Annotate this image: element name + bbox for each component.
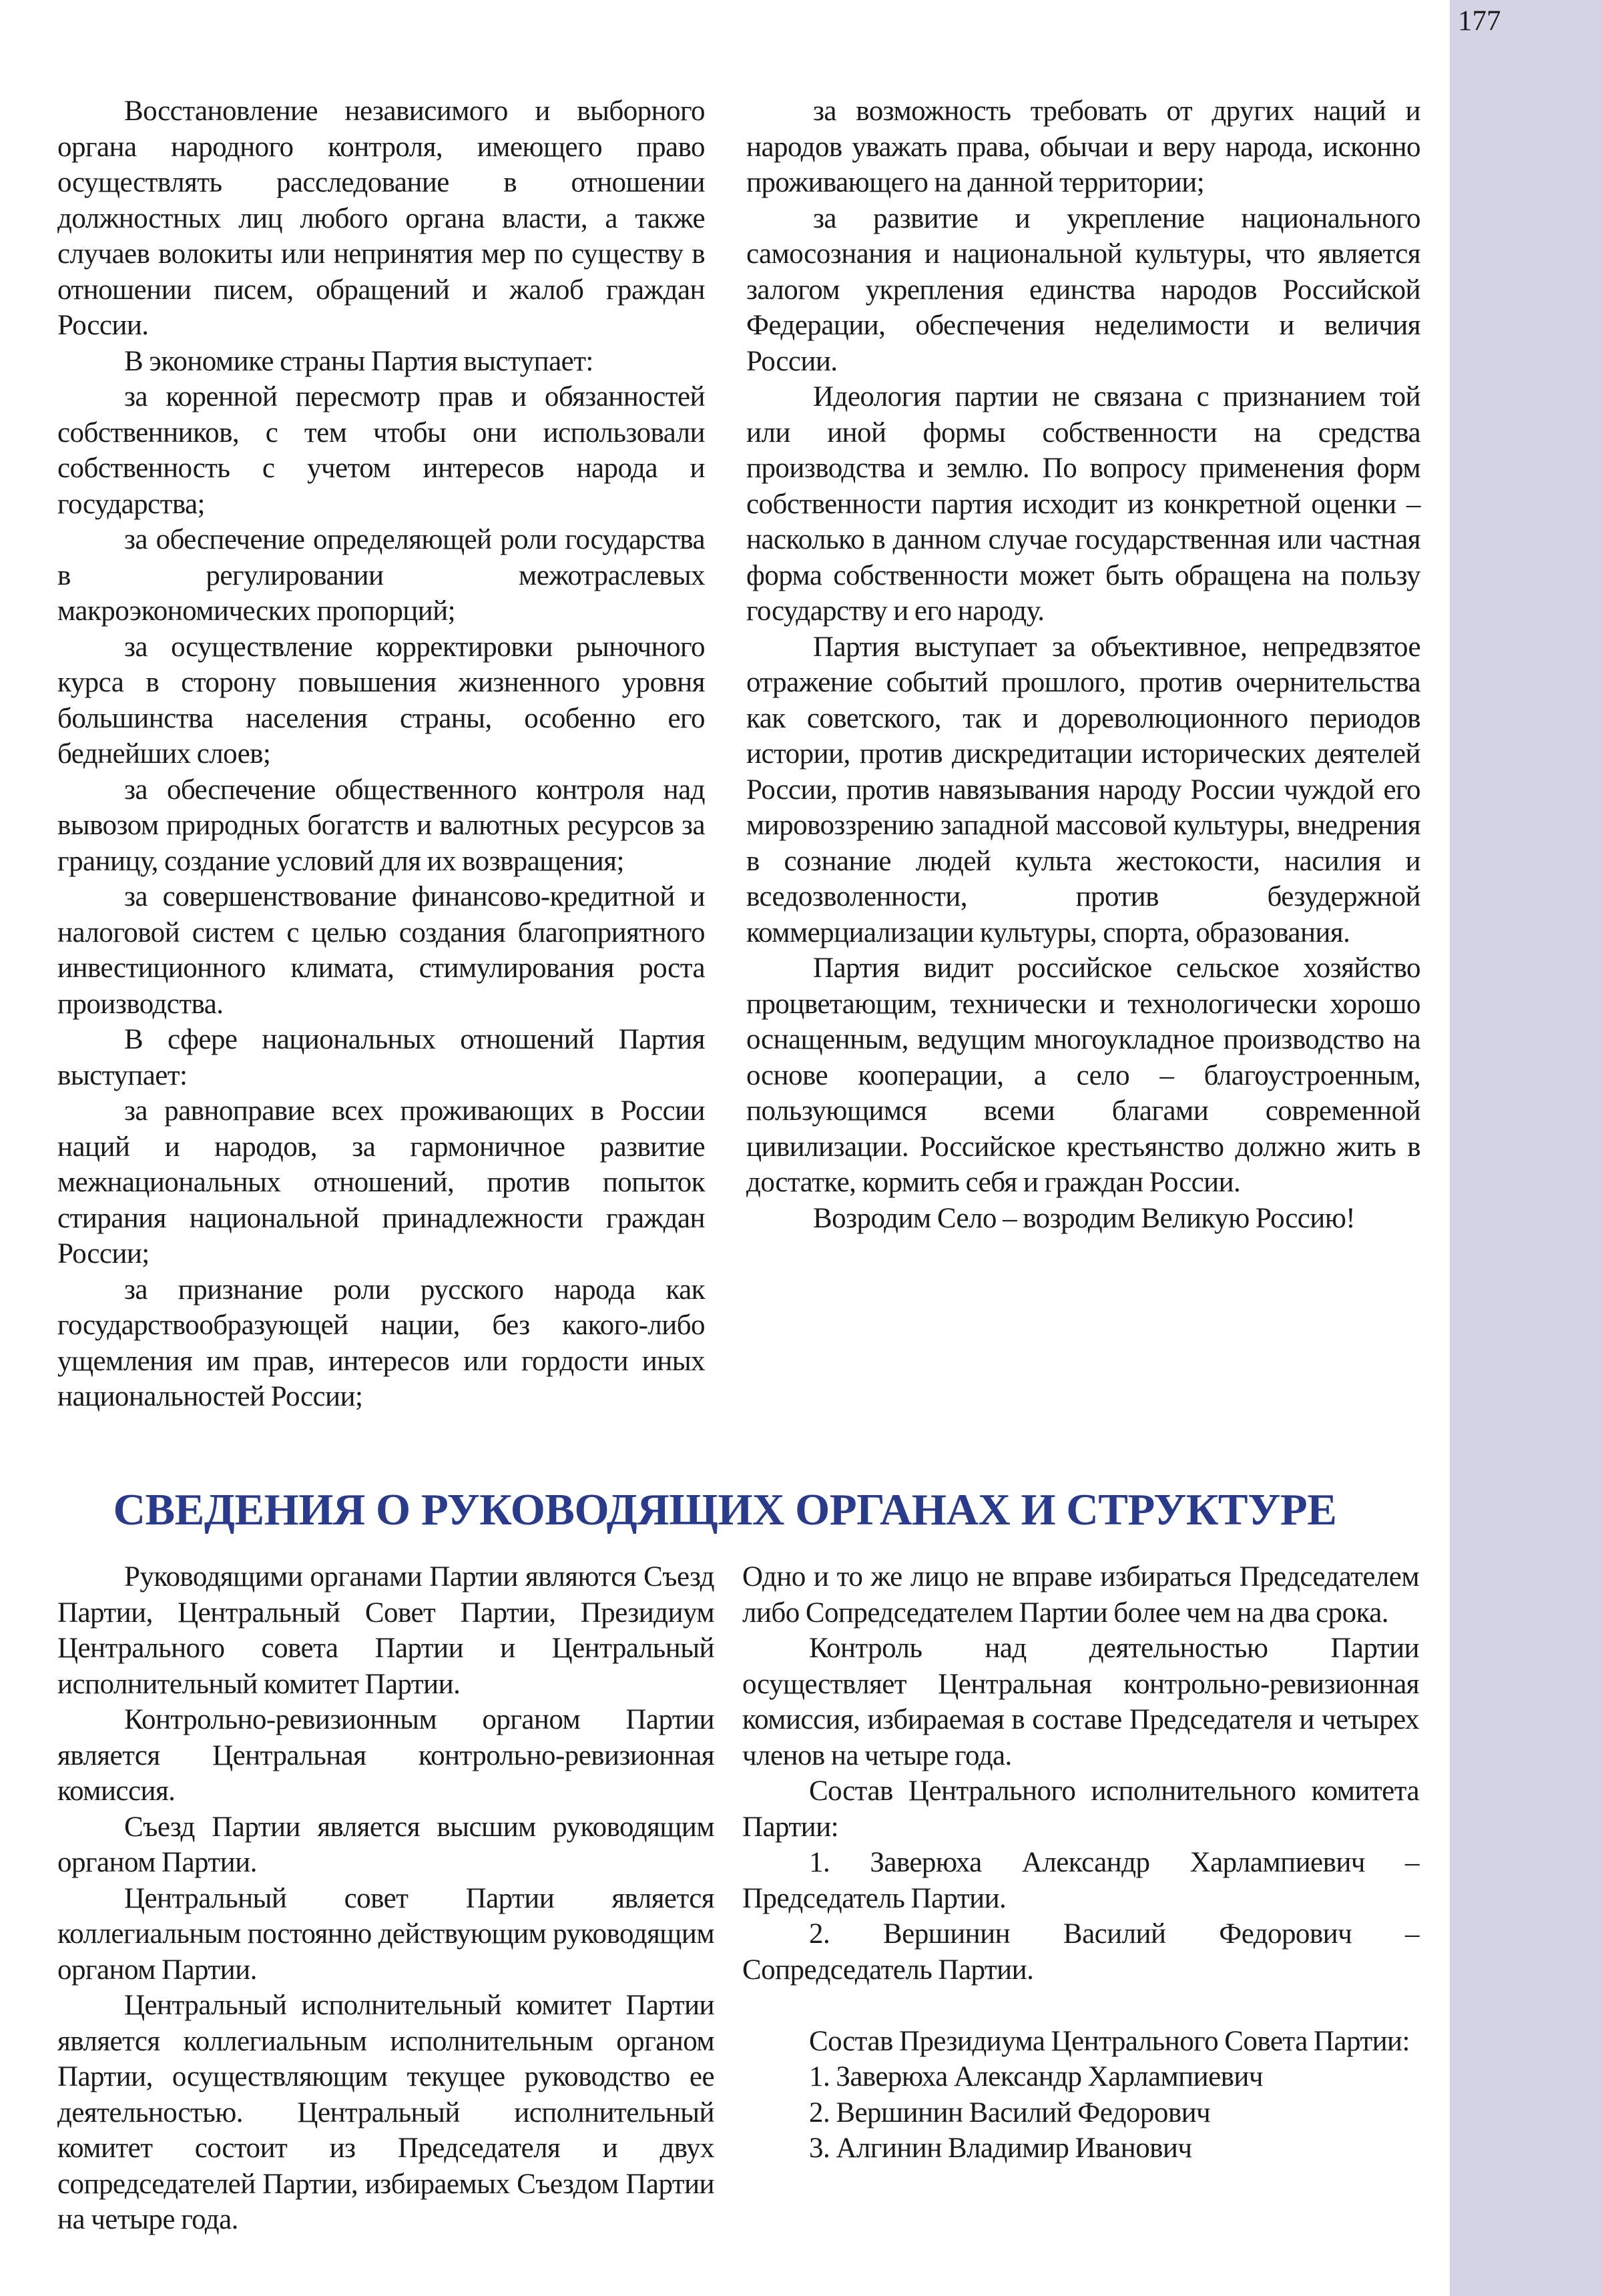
presidium-title: Состав Президиума Центрального Совета Партии: (809, 2025, 1410, 2057)
paragraph: Возродим Село – возродим Великую Россию! (813, 1202, 1356, 1234)
paragraph: Контроль над деятельностью Партии осуществляет Центральная контрольно-ревизионная комиссия, избираемая в составе Председателя и четырех членов на четыре года. (742, 1633, 1419, 1771)
paragraph: за возможность требовать от других наций и народов уважать права, обычаи и веру народа, исконно проживающего на данной территории; (746, 95, 1420, 198)
paragraph: Идеология партии не связана с признанием той или иной формы собственности на средства производства и землю. По вопросу применения форм собственности партия исходит из конкретной оценки – насколько в данном случае государственная или частная форма собственности может быть обращена на пользу государству и его народу. (746, 381, 1420, 627)
paragraph: В сфере национальных отношений Партия выступает: (57, 1024, 705, 1091)
paragraph: за осуществление корректировки рыночного курса в сторону повышения жизненного уровня большинства населения страны, особенно его беднейших слоев; (57, 631, 705, 770)
side-margin-band (1450, 0, 1602, 2296)
upper-right-column (746, 93, 1420, 1236)
paragraph: за совершенствование финансово-кредитной и налоговой систем с целью создания благоприятного инвестиционного климата, стимулирования роста производства. (57, 881, 705, 1020)
list-item: 1. Заверюха Александр Харлампиевич – Председатель Партии. (742, 1847, 1419, 1914)
paragraph: Съезд Партии является высшим руководящим органом Партии. (57, 1811, 714, 1878)
paragraph: за признание роли русского народа как государствообразующей нации, без какого-либо ущемления им прав, интересов или гордости иных национальностей России; (57, 1273, 705, 1412)
paragraph: Восстановление независимого и выборного органа народного контроля, имеющего право осуществлять расследование в отношении должностных лиц любого органа власти, а также случаев волокиты или непринятия мер по существу в отношении писем, обращений и жалоб граждан России. (57, 95, 705, 341)
list-item: 2. Вершинин Василий Федорович (809, 2096, 1211, 2128)
paragraph: Контрольно-ревизионным органом Партии является Центральная контрольно-ревизионная комиссия. (57, 1704, 714, 1807)
page-number: 177 (1458, 5, 1501, 37)
paragraph: Партия выступает за объективное, непредвзятое отражение событий прошлого, против очернительства как советского, так и дореволюционного периодов истории, против дискредитации исторических деятелей России, против навязывания народу России чуждой его мировоззрению западной массовой культуры, внедрения в сознание людей культа жестокости, насилия и вседозволенности, против безудержной коммерциализации культуры, спорта, образования. (746, 631, 1420, 948)
list-item: 1. Заверюха Александр Харлампиевич (809, 2061, 1263, 2092)
lower-right-column (742, 1559, 1419, 2167)
section-heading: СВЕДЕНИЯ О РУКОВОДЯЩИХ ОРГАНАХ И СТРУКТУРЕ (113, 1485, 1337, 1534)
paragraph: за обеспечение общественного контроля над вывозом природных богатств и валютных ресурсов за границу, создание условий для их возвращения; (57, 774, 705, 877)
paragraph: Партия видит российское сельское хозяйство процветающим, технически и технологически хорошо оснащенным, ведущим многоукладное производство на основе кооперации, а село – благоустроенным, пользующимся всеми благами современной цивилизации. Российское крестьянство должно жить в достатке, кормить себя и граждан России. (746, 952, 1420, 1198)
paragraph: за равноправие всех проживающих в России наций и народов, за гармоничное развитие межнациональных отношений, против попыток стирания национальной принадлежности граждан России; (57, 1095, 705, 1269)
list-item: 2. Вершинин Василий Федорович – Сопредседатель Партии. (742, 1918, 1419, 1986)
paragraph: за коренной пересмотр прав и обязанностей собственников, с тем чтобы они использовали собственность с учетом интересов народа и государства; (57, 381, 705, 520)
paragraph: Центральный исполнительный комитет Партии является коллегиальным исполнительным органом Партии, осуществляющим текущее руководство ее деятельностью. Центральный исполнительный комитет состоит из Председателя и двух сопредседателей Партии, избираемых Съездом Партии на четыре года. (57, 1990, 714, 2235)
paragraph: Центральный совет Партии является коллегиальным постоянно действующим руководящим органом Партии. (57, 1882, 714, 1986)
paragraph: за обеспечение определяющей роли государства в регулировании межотраслевых макроэкономических пропорций; (57, 524, 705, 627)
upper-left-column (57, 93, 705, 1415)
paragraph-continuation: Одно и то же лицо не вправе избираться Председателем либо Сопредседателем Партии более чем на два срока. (742, 1561, 1419, 1629)
paragraph: В экономике страны Партия выступает: (124, 345, 593, 377)
list-item: 3. Алгинин Владимир Иванович (809, 2132, 1192, 2164)
paragraph: Состав Центрального исполнительного комитета Партии: (742, 1775, 1419, 1843)
paragraph: за развитие и укрепление национального самосознания и национальной культуры, что является залогом укрепления единства народов Российской Федерации, обеспечения неделимости и величия России. (746, 202, 1420, 377)
paragraph: Руководящими органами Партии являются Съезд Партии, Центральный Совет Партии, Президиум Центрального совета Партии и Центральный исполнительный комитет Партии. (57, 1561, 714, 1700)
lower-left-column (57, 1559, 714, 2238)
